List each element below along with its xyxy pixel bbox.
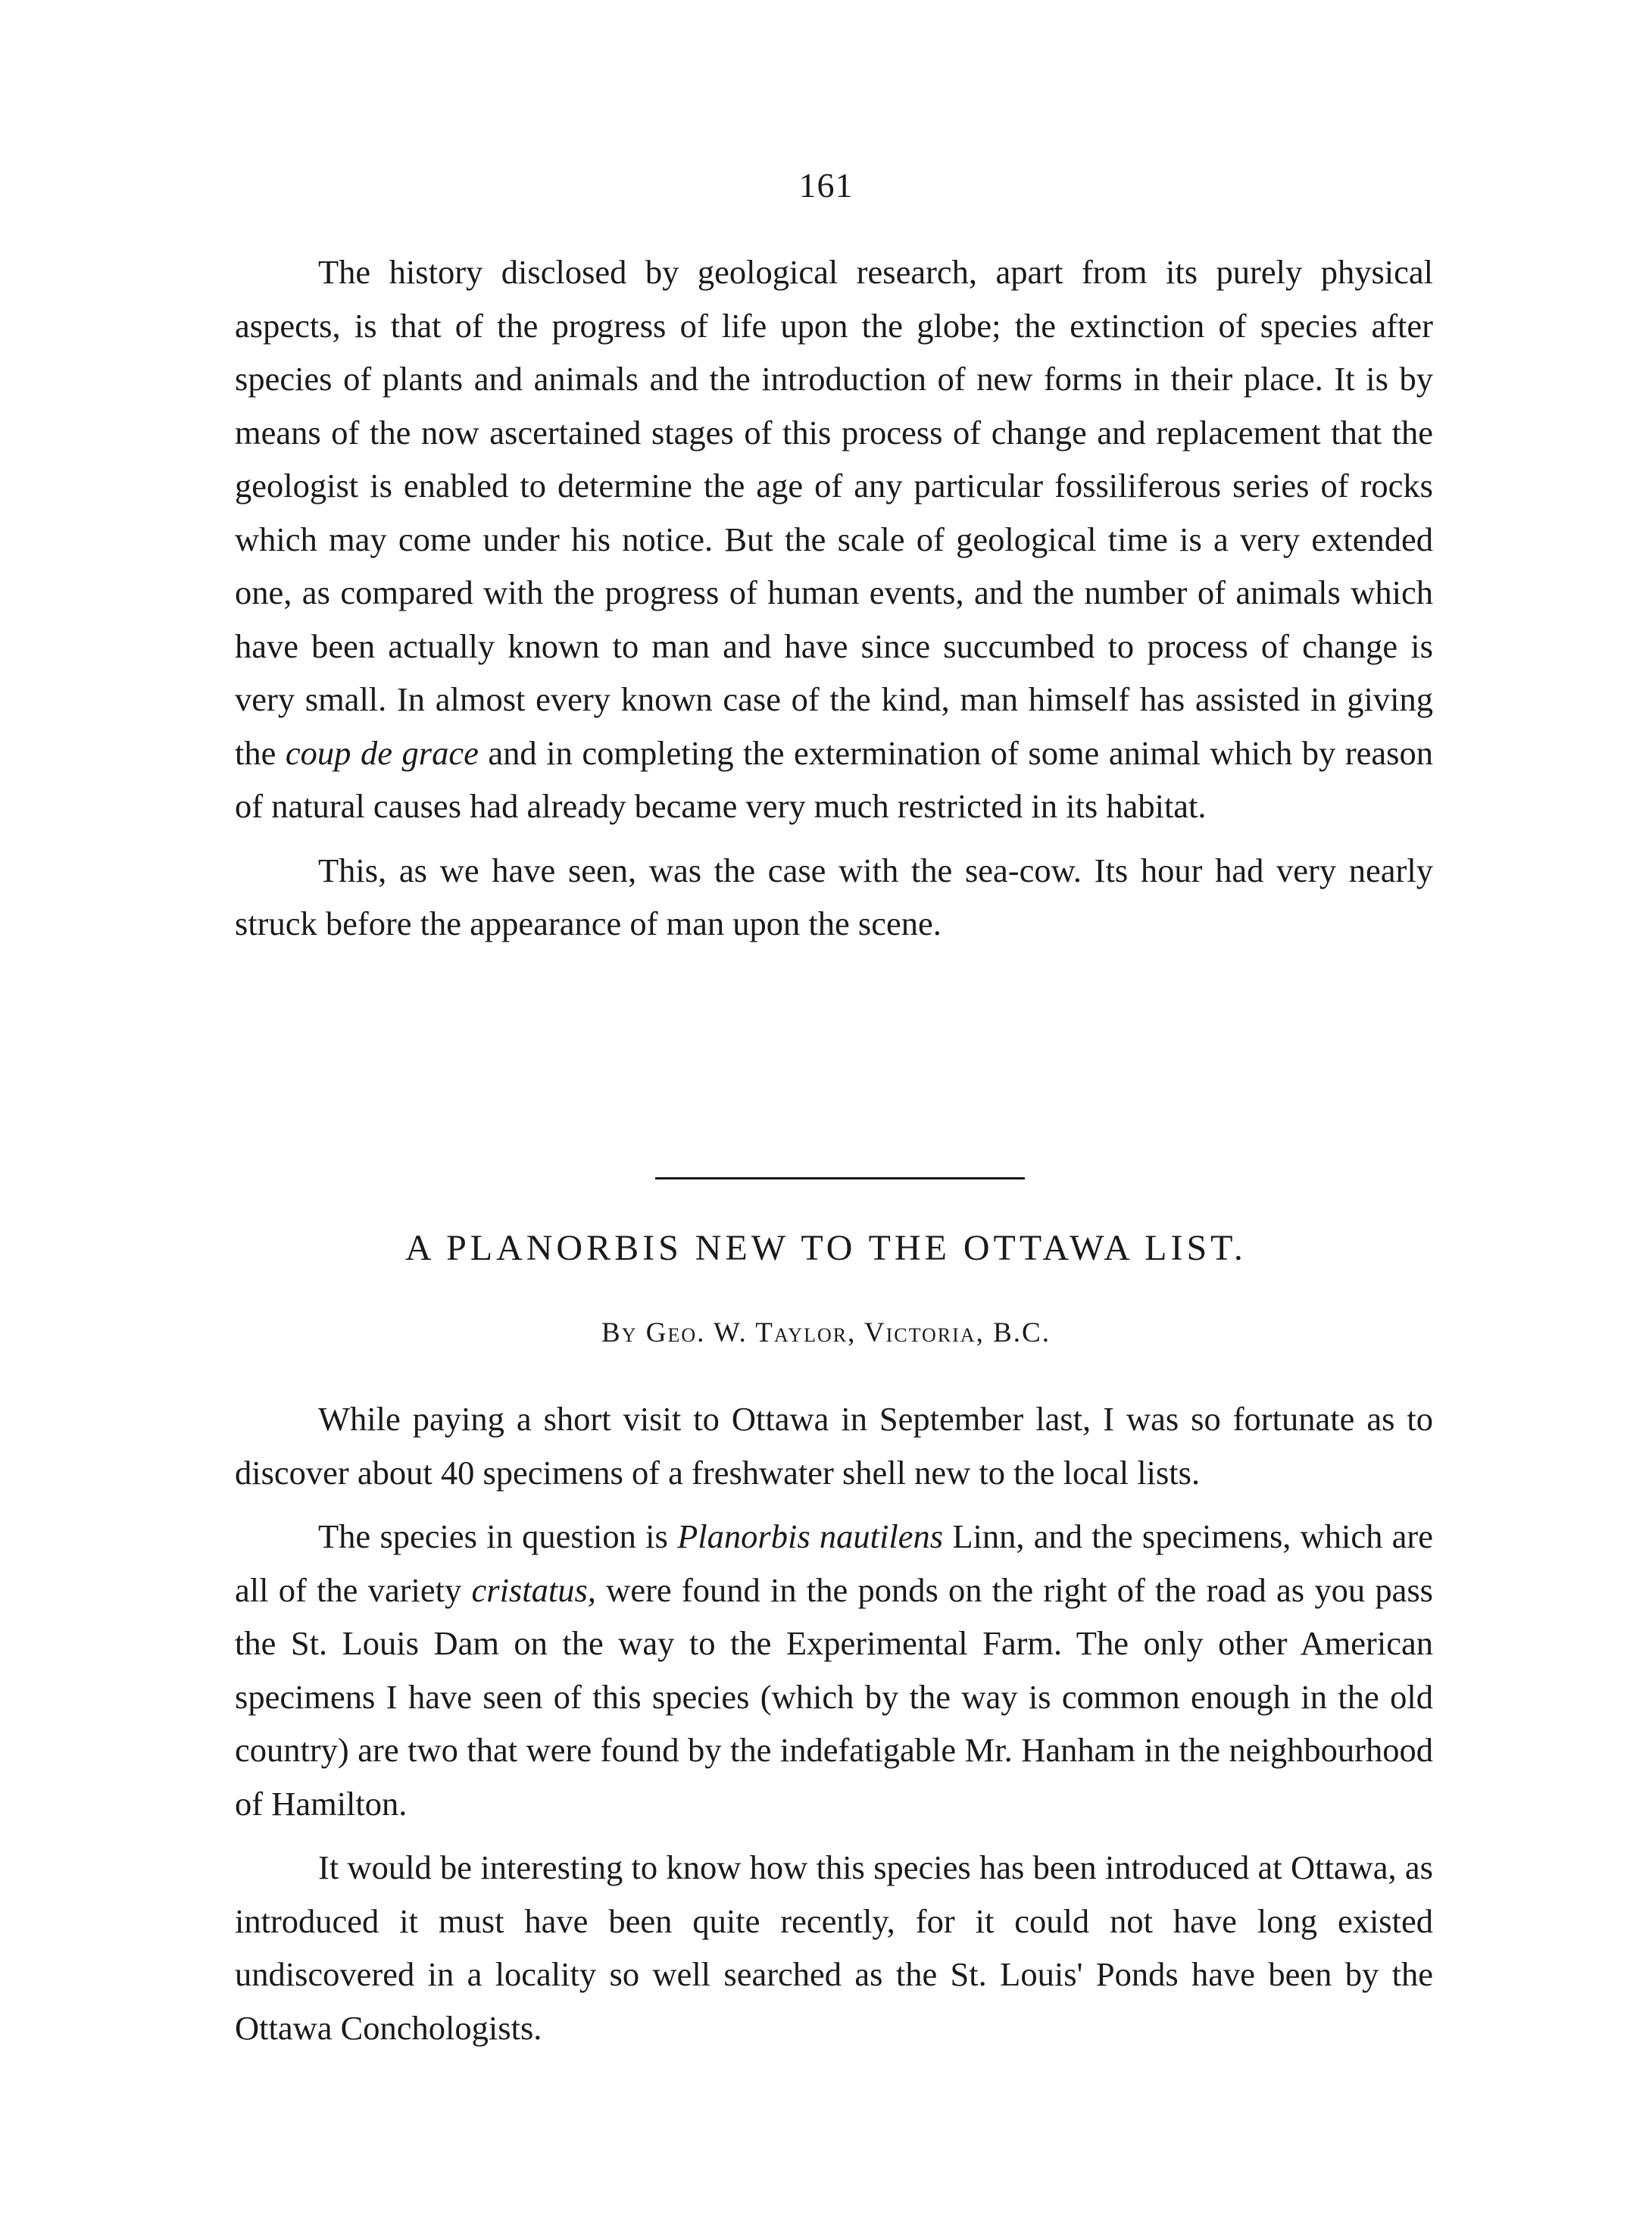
paragraph <box>235 844 1433 951</box>
section-1-body <box>235 245 1433 951</box>
article-body <box>235 1392 1433 2054</box>
text-run: and in completing the extermination of some animal which by reason of natural causes had already became very much restricted in its habitat. <box>235 733 1433 825</box>
section-divider <box>655 1177 1025 1179</box>
paragraph <box>235 1841 1433 2054</box>
text-run: The species in question is <box>318 1517 678 1555</box>
page-number: 161 <box>798 166 854 205</box>
text-run: The history disclosed by geological research, apart from its purely physical aspects, is that of the progress of life upon the globe; the extinction of species after species of plants and animals and the introduction of new forms in their place. It is by means of the now ascertained stages of this process of change and replacement that the geologist is enabled to determine the age of any particular fossiliferous series of rocks which may come under his notice. But the scale of geological time is a very extended one, as compared with the progress of human events, and the number of animals which have been actually known to man and have since succumbed to process of change is very small. In almost every known case of the kind, man himself has assisted in giving the <box>235 253 1433 772</box>
italic-text-run: Planorbis nautilens <box>677 1517 944 1555</box>
text-run: Linn, and the specimens, which are all of the variety <box>235 1517 1433 1609</box>
paragraph <box>235 1510 1433 1830</box>
italic-text-run: cristatus, <box>471 1570 596 1609</box>
article-title: A PLANORBIS NEW TO THE OTTAWA LIST. <box>405 1228 1247 1268</box>
text-run: While paying a short visit to Ottawa in September last, I was so fortunate as to discover about 40 specimens of a freshwater shell new to the local lists. <box>235 1400 1433 1492</box>
article-byline: By Geo. W. Taylor, Victoria, B.C. <box>601 1317 1051 1348</box>
text-run: It would be interesting to know how this species has been introduced at Ottawa, as introduced it must have been quite recently, for it could not have long existed undiscovered in a locality so well searched as the St. Louis' Ponds have been by the Ottawa Conchologists. <box>235 1848 1433 2047</box>
text-run: This, as we have seen, was the case with the sea-cow. Its hour had very nearly struck before the appearance of man upon the scene. <box>235 851 1433 942</box>
italic-text-run: coup de grace <box>285 733 479 772</box>
paragraph <box>235 1392 1433 1499</box>
paragraph <box>235 245 1433 833</box>
text-run: were found in the ponds on the right of the road as you pass the St. Louis Dam on the way to the Experimental Farm. The only other American specimens I have seen of this species (which by the way is common enough in the old country) are two that were found by the indefatigable Mr. Hanham in the neighbourhood of Hamilton. <box>235 1570 1433 1823</box>
